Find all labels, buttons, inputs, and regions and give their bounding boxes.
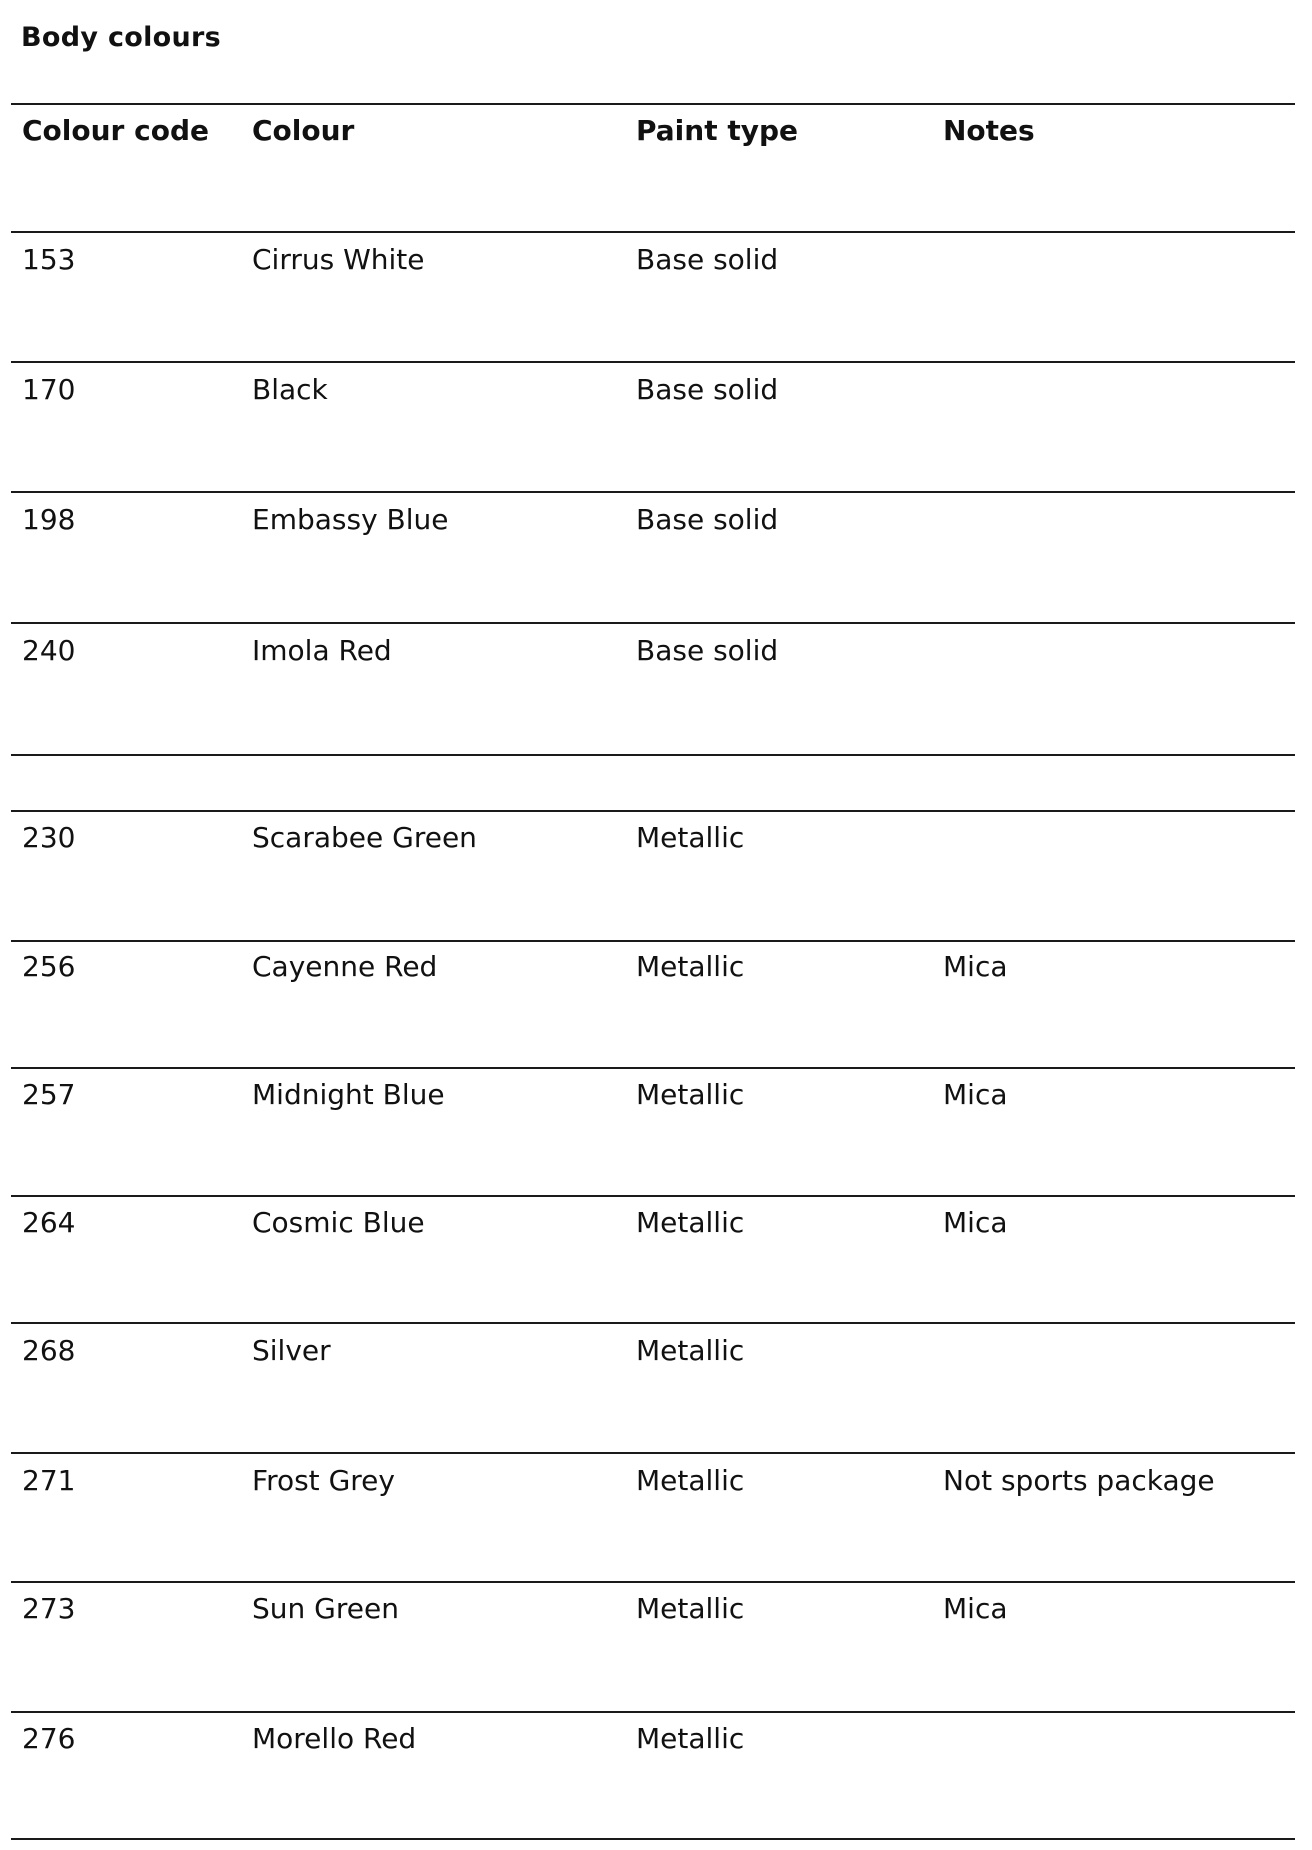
table-rule <box>11 754 1295 756</box>
cell-colour-code: 240 <box>22 634 76 667</box>
cell-colour-code: 276 <box>22 1722 76 1755</box>
cell-colour: Silver <box>252 1334 331 1367</box>
cell-colour: Frost Grey <box>252 1464 395 1497</box>
header-colour: Colour <box>252 114 355 147</box>
table-rule <box>11 1838 1295 1840</box>
cell-colour: Midnight Blue <box>252 1078 445 1111</box>
table-row <box>0 1592 1312 1632</box>
cell-paint-type: Base solid <box>636 503 779 536</box>
table-rule <box>11 231 1295 233</box>
cell-colour: Scarabee Green <box>252 821 477 854</box>
table-rule <box>11 491 1295 493</box>
table-rule <box>11 1322 1295 1324</box>
cell-paint-type: Metallic <box>636 1078 745 1111</box>
cell-notes: Mica <box>943 1078 1008 1111</box>
table-rule <box>11 1581 1295 1583</box>
cell-paint-type: Base solid <box>636 634 779 667</box>
table-rule <box>11 1452 1295 1454</box>
table-rule <box>11 810 1295 812</box>
table-row <box>0 821 1312 861</box>
cell-paint-type: Metallic <box>636 1206 745 1239</box>
cell-paint-type: Base solid <box>636 373 779 406</box>
table-rule <box>11 1195 1295 1197</box>
cell-colour: Embassy Blue <box>252 503 449 536</box>
table-rule <box>11 361 1295 363</box>
table-rule <box>11 622 1295 624</box>
table-row <box>0 950 1312 990</box>
cell-colour-code: 256 <box>22 950 76 983</box>
cell-colour-code: 257 <box>22 1078 76 1111</box>
table-row <box>0 1206 1312 1246</box>
cell-colour: Cayenne Red <box>252 950 438 983</box>
header-colour-code: Colour code <box>22 114 209 147</box>
table-row <box>0 1464 1312 1504</box>
table-rule <box>11 940 1295 942</box>
cell-paint-type: Metallic <box>636 1722 745 1755</box>
cell-paint-type: Metallic <box>636 1592 745 1625</box>
cell-notes: Not sports package <box>943 1464 1215 1497</box>
cell-colour-code: 153 <box>22 243 76 276</box>
cell-colour-code: 170 <box>22 373 76 406</box>
cell-paint-type: Metallic <box>636 1334 745 1367</box>
cell-colour: Cosmic Blue <box>252 1206 425 1239</box>
cell-colour-code: 273 <box>22 1592 76 1625</box>
table-row <box>0 634 1312 674</box>
cell-paint-type: Base solid <box>636 243 779 276</box>
cell-paint-type: Metallic <box>636 821 745 854</box>
cell-colour: Cirrus White <box>252 243 425 276</box>
cell-notes: Mica <box>943 950 1008 983</box>
cell-colour: Morello Red <box>252 1722 417 1755</box>
cell-colour-code: 264 <box>22 1206 76 1239</box>
page-title: Body colours <box>21 22 222 53</box>
header-paint-type: Paint type <box>636 114 798 147</box>
table-row <box>0 243 1312 283</box>
cell-colour-code: 198 <box>22 503 76 536</box>
table-row <box>0 1078 1312 1118</box>
cell-colour-code: 230 <box>22 821 76 854</box>
table-row <box>0 1334 1312 1374</box>
cell-colour-code: 271 <box>22 1464 76 1497</box>
table-rule <box>11 103 1295 105</box>
cell-colour: Sun Green <box>252 1592 399 1625</box>
table-rule <box>11 1711 1295 1713</box>
cell-notes: Mica <box>943 1592 1008 1625</box>
table-header-row <box>0 114 1312 154</box>
cell-paint-type: Metallic <box>636 950 745 983</box>
cell-colour: Black <box>252 373 328 406</box>
table-row <box>0 503 1312 543</box>
header-notes: Notes <box>943 114 1035 147</box>
cell-colour: Imola Red <box>252 634 392 667</box>
table-rule <box>11 1067 1295 1069</box>
table-row <box>0 1722 1312 1762</box>
cell-colour-code: 268 <box>22 1334 76 1367</box>
table-row <box>0 373 1312 413</box>
cell-paint-type: Metallic <box>636 1464 745 1497</box>
cell-notes: Mica <box>943 1206 1008 1239</box>
